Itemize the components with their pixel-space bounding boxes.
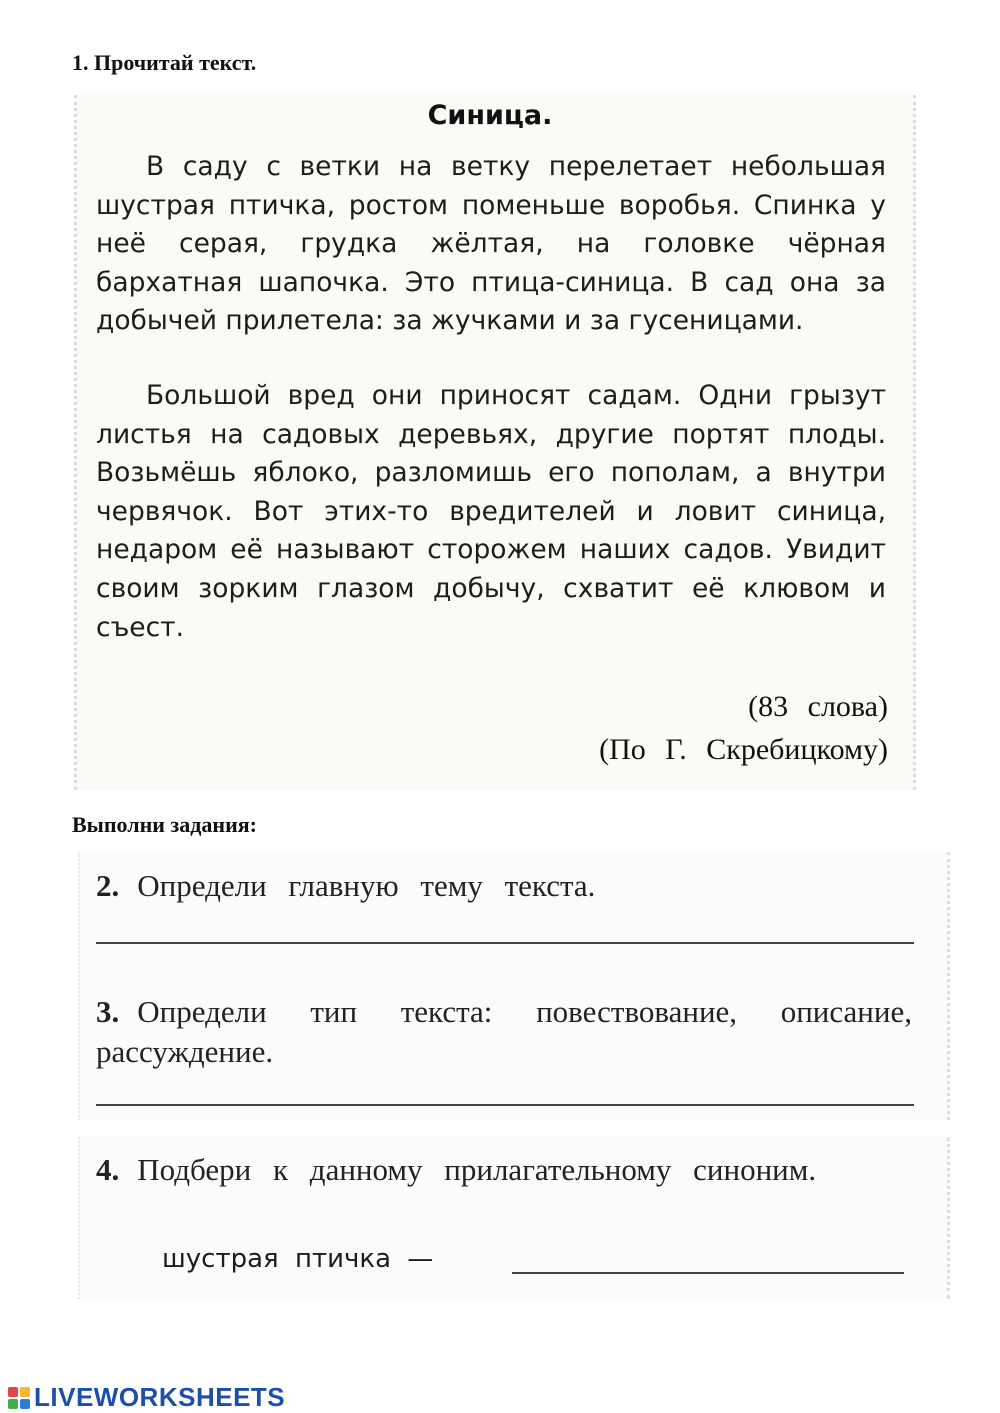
answer-line-task-3[interactable]	[96, 1104, 914, 1106]
task-text: Подбери к данному прилагательному синоним.	[137, 1152, 817, 1187]
task-number: 3.	[96, 994, 120, 1029]
task-3	[96, 992, 912, 1072]
task-text: Определи тип текста: повествование, описание, рассуждение.	[96, 994, 912, 1069]
story-title: Синица.	[427, 100, 553, 131]
logo-square	[8, 1387, 18, 1397]
logo-icon	[8, 1387, 30, 1409]
story-source: (По Г. Скребицкому)	[599, 733, 888, 766]
task-4	[96, 1148, 918, 1192]
story-paragraph-1: В саду с ветки на ветку перелетает небольшая шустрая птичка, ростом поменьше воробья. Спинка у неё серая, грудка жёлтая, на головке чёрная бархатная шапочка. Это птица-синица. В сад она за добычей прилетела: за жучками и за гусеницами.	[96, 151, 886, 337]
answer-line-task-2[interactable]	[96, 942, 914, 944]
task-text: Определи главную тему текста.	[137, 868, 596, 903]
logo-square	[20, 1399, 30, 1409]
tasks-heading: Выполни задания:	[72, 812, 257, 837]
synonym-prompt: шустрая птичка —	[162, 1244, 434, 1274]
task-2	[96, 866, 912, 906]
answer-line-task-4[interactable]	[512, 1272, 904, 1274]
task-number: 4.	[96, 1152, 120, 1187]
story-paragraph-2: Большой вред они приносят садам. Одни грызут листья на садовых деревьях, другие портят плоды. Возьмёшь яблоко, разломишь его пополам, а внутри червячок. Вот этих-то вредителей и ловит синица, недаром её называют сторожем наших садов. Увидит своим зорким глазом добычу, схватит её клювом и съест.	[96, 380, 886, 643]
task-1-heading: 1. Прочитай текст.	[72, 50, 257, 75]
task-number: 2.	[96, 868, 120, 903]
logo-square	[20, 1387, 30, 1397]
logo-text: LIVEWORKSHEETS	[34, 1382, 286, 1412]
word-count: (83 слова)	[748, 690, 888, 723]
logo-square	[8, 1399, 18, 1409]
liveworksheets-logo[interactable]	[8, 1382, 285, 1413]
